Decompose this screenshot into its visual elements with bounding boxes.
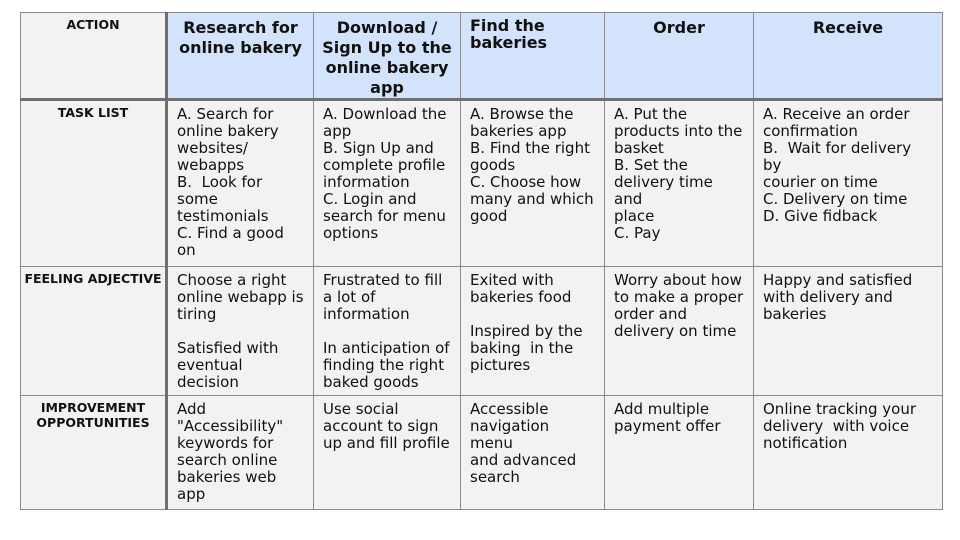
- cell-text-line: testimonials: [177, 207, 269, 225]
- cell-text-line: keywords for: [177, 434, 274, 452]
- cell-text-line: A. Receive an order: [763, 105, 910, 123]
- cell-order: [605, 396, 754, 510]
- cell-text-line: up and fill profile: [323, 434, 450, 452]
- stage-receive: Receive: [754, 13, 943, 100]
- cell-text-line: bakeries app: [470, 122, 567, 140]
- cell-spacer: [470, 306, 596, 323]
- cell-text-line: delivery on time: [614, 322, 737, 340]
- cell-text-line: on: [177, 241, 196, 259]
- cell-research: [167, 100, 314, 267]
- cell-find-bakeries: [461, 267, 605, 396]
- cell-text-line: Online tracking your: [763, 400, 917, 418]
- cell-text-line: A. Put the: [614, 105, 688, 123]
- cell-spacer: [177, 323, 305, 340]
- stage-order: Order: [605, 13, 754, 100]
- cell-find-bakeries: [461, 100, 605, 267]
- cell-text-line: decision: [177, 373, 239, 391]
- task-list-row: [21, 100, 943, 267]
- cell-text-line: Exited with: [470, 271, 554, 289]
- cell-text-line: online bakery: [177, 122, 279, 140]
- cell-text-line: In anticipation of: [323, 339, 450, 357]
- cell-text-line: account to sign: [323, 417, 439, 435]
- cell-text-line: C. Choose how: [470, 173, 582, 191]
- cell-text-line: Add: [177, 400, 207, 418]
- cell-text-line: app: [177, 485, 206, 503]
- corner-label: ACTION: [21, 13, 167, 100]
- cell-text-line: websites/: [177, 139, 248, 157]
- cell-text-line: delivery with voice: [763, 417, 910, 435]
- cell-research: [167, 396, 314, 510]
- cell-text-line: app: [323, 122, 352, 140]
- cell-text-line: webapps: [177, 156, 245, 174]
- cell-text-line: C. Login and: [323, 190, 417, 208]
- cell-text-line: Accessible: [470, 400, 549, 418]
- cell-text-line: B. Look for: [177, 173, 263, 191]
- row-label-feeling-adjective: FEELING ADJECTIVE: [21, 267, 167, 396]
- stage-find-bakeries: Find the bakeries: [461, 13, 605, 100]
- cell-text-line: C. Delivery on time: [763, 190, 908, 208]
- cell-text-line: Use social: [323, 400, 399, 418]
- cell-download-signup: [314, 396, 461, 510]
- cell-text-line: information: [323, 305, 410, 323]
- cell-text-line: goods: [470, 156, 516, 174]
- cell-text-line: navigation menu: [470, 417, 554, 452]
- cell-text-line: search for menu: [323, 207, 446, 225]
- cell-text-line: bakeries food: [470, 288, 572, 306]
- cell-order: [605, 267, 754, 396]
- cell-text-line: D. Give fidback: [763, 207, 878, 225]
- cell-text-line: C. Pay: [614, 224, 661, 242]
- stage-header-row: [21, 13, 943, 100]
- cell-text-line: payment offer: [614, 417, 721, 435]
- cell-text-line: products into the: [614, 122, 743, 140]
- cell-text-line: delivery time and: [614, 173, 718, 208]
- cell-text-line: tiring: [177, 305, 217, 323]
- cell-text-line: confirmation: [763, 122, 858, 140]
- cell-text-line: place: [614, 207, 655, 225]
- cell-text-line: notification: [763, 434, 848, 452]
- cell-text-line: search: [470, 468, 520, 486]
- cell-text-line: with delivery and: [763, 288, 893, 306]
- cell-text-line: A. Download the: [323, 105, 447, 123]
- cell-receive: [754, 396, 943, 510]
- cell-text-line: baked goods: [323, 373, 419, 391]
- cell-order: [605, 100, 754, 267]
- cell-text-line: online webapp is: [177, 288, 304, 306]
- cell-text-line: good: [470, 207, 508, 225]
- cell-download-signup: [314, 100, 461, 267]
- cell-text-line: "Accessibility": [177, 417, 284, 435]
- cell-text-line: to make a proper: [614, 288, 744, 306]
- cell-text-line: complete profile: [323, 156, 446, 174]
- cell-receive: [754, 100, 943, 267]
- cell-text-line: Happy and satisfied: [763, 271, 913, 289]
- cell-text-line: A. Browse the: [470, 105, 574, 123]
- cell-text-line: baking in the: [470, 339, 574, 357]
- cell-text-line: Inspired by the: [470, 322, 583, 340]
- cell-download-signup: [314, 267, 461, 396]
- stage-research: Research for online bakery: [167, 13, 314, 100]
- cell-text-line: options: [323, 224, 379, 242]
- cell-text-line: a lot of: [323, 288, 376, 306]
- feeling-adjective-row: [21, 267, 943, 396]
- cell-spacer: [323, 323, 452, 340]
- cell-text-line: finding the right: [323, 356, 445, 374]
- cell-text-line: Satisfied with: [177, 339, 279, 357]
- cell-text-line: Choose a right: [177, 271, 287, 289]
- cell-text-line: Frustrated to fill: [323, 271, 443, 289]
- cell-text-line: basket: [614, 139, 664, 157]
- row-label-task-list: TASK LIST: [21, 100, 167, 267]
- cell-find-bakeries: [461, 396, 605, 510]
- cell-text-line: courier on time: [763, 173, 878, 191]
- cell-text-line: information: [323, 173, 410, 191]
- cell-text-line: and advanced: [470, 451, 577, 469]
- cell-text-line: B. Wait for delivery by: [763, 139, 916, 174]
- cell-text-line: C. Find a good: [177, 224, 284, 242]
- row-label-improvement-opportunities: IMPROVEMENT OPPORTUNITIES: [21, 396, 167, 510]
- cell-text-line: B. Find the right: [470, 139, 590, 157]
- cell-text-line: many and which: [470, 190, 594, 208]
- cell-text-line: order and: [614, 305, 687, 323]
- stage-download-signup: Download / Sign Up to the online bakery app: [314, 13, 461, 100]
- cell-text-line: Worry about how: [614, 271, 742, 289]
- cell-text-line: B. Set the: [614, 156, 688, 174]
- cell-text-line: pictures: [470, 356, 531, 374]
- cell-text-line: bakeries web: [177, 468, 277, 486]
- cell-receive: [754, 267, 943, 396]
- cell-text-line: eventual: [177, 356, 243, 374]
- cell-research: [167, 267, 314, 396]
- cell-text-line: Add multiple: [614, 400, 710, 418]
- cell-text-line: some: [177, 190, 218, 208]
- improvement-opportunities-row: [21, 396, 943, 510]
- cell-text-line: search online: [177, 451, 278, 469]
- cell-text-line: bakeries: [763, 305, 827, 323]
- cell-text-line: A. Search for: [177, 105, 274, 123]
- cell-text-line: B. Sign Up and: [323, 139, 434, 157]
- customer-journey-table: [20, 12, 943, 510]
